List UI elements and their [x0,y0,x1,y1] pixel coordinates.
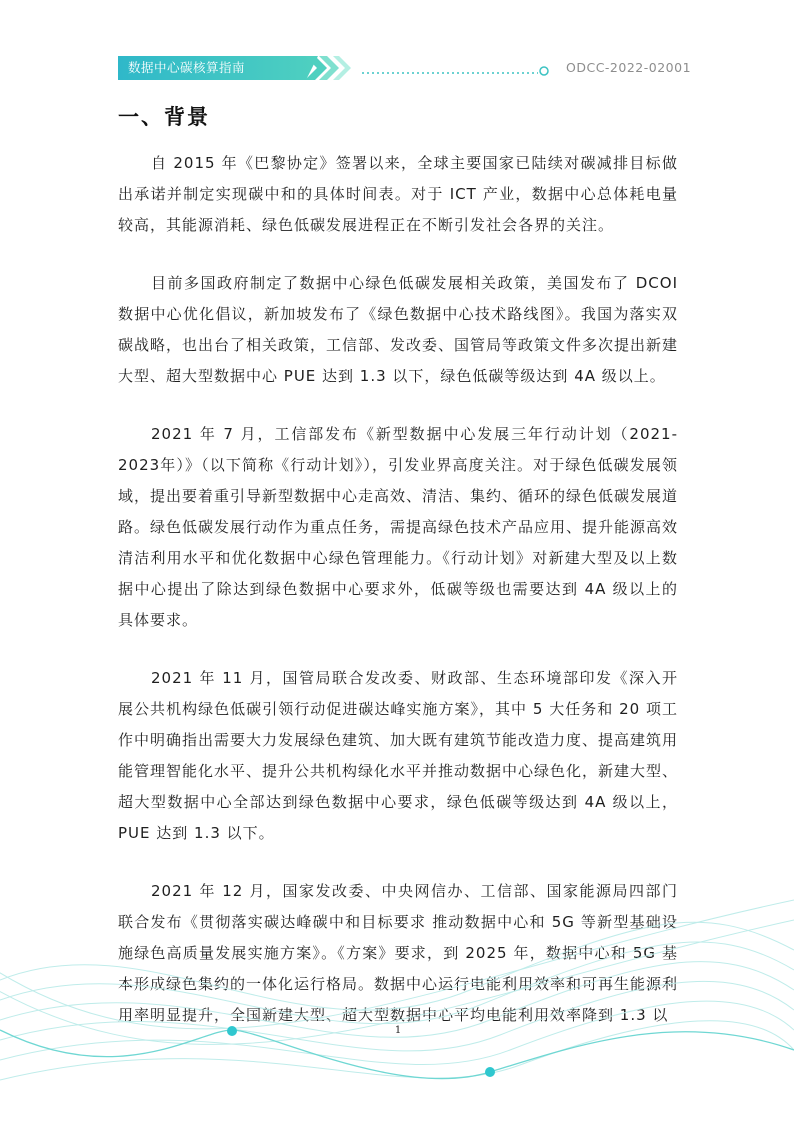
dotted-line-decoration [362,63,552,79]
page-number: 1 [394,1025,402,1036]
document-title: 数据中心碳核算指南 [128,60,246,75]
paragraph: 2021 年 7 月，工信部发布《新型数据中心发展三年行动计划（2021-2023年）》（以下简称《行动计划》），引发业界高度关注。对于绿色低碳发展领域，提出要着重引导新型数据中心走高效、清洁、集约、循环的绿色低碳发展道路。绿色低碳发展行动作为重点任务，需提高绿色技术产品应用、提升能源高效清洁利用水平和优化数据中心绿色管理能力。《行动计划》对新建大型及以上数据中心提出了除达到绿色数据中心要求外，低碳等级也需要达到 4A 级以上的具体要求。 [118,425,679,629]
chevron-decoration-icon [305,56,365,80]
paragraph: 2021 年 11 月，国管局联合发改委、财政部、生态环境部印发《深入开展公共机构绿色低碳引领行动促进碳达峰实施方案》，其中 5 大任务和 20 项工作中明确指出需要大力发展绿色建筑、加大既有建筑节能改造力度、提高建筑用能管理智能化水平、提升公共机构绿化水平并推动数据中心绿色化，新建大型、超大型数据中心全部达到绿色数据中心要求，绿色低碳等级达到 4A 级以上，PUE 达到 1.3 以下。 [118,669,679,842]
wave-decoration [0,860,794,1123]
paragraph: 2021 年 12 月，国家发改委、中央网信办、工信部、国家能源局四部门联合发布《贯彻落实碳达峰碳中和目标要求 推动数据中心和 5G 等新型基础设施绿色高质量发展实施方案》。《方案》要求，到 2025 年，数据中心和 5G 基本形成绿色集约的一体化运行格局。数据中心运行电能利用效率和可再生能源利用率明显提升，全国新建大型、超大型数据中心平均电能利用效率降到 1.3 以 [118,882,679,1024]
paragraph: 自 2015 年《巴黎协定》签署以来，全球主要国家已陆续对碳减排目标做出承诺并制定实现碳中和的具体时间表。对于 ICT 产业，数据中心总体耗电量较高，其能源消耗、绿色低碳发展进程正在不断引发社会各界的关注。 [118,154,678,234]
document-code: ODCC-2022-02001 [566,60,692,75]
section-title: 一、背景 [118,105,210,129]
paragraph: 目前多国政府制定了数据中心绿色低碳发展相关政策，美国发布了 DCOI 数据中心优化倡议，新加坡发布了《绿色数据中心技术路线图》。我国为落实双碳战略，也出台了相关政策，工信部、发改委、国管局等政策文件多次提出新建大型、超大型数据中心 PUE 达到 1.3 以下，绿色低碳等级达到 4A 级以上。 [118,274,679,385]
